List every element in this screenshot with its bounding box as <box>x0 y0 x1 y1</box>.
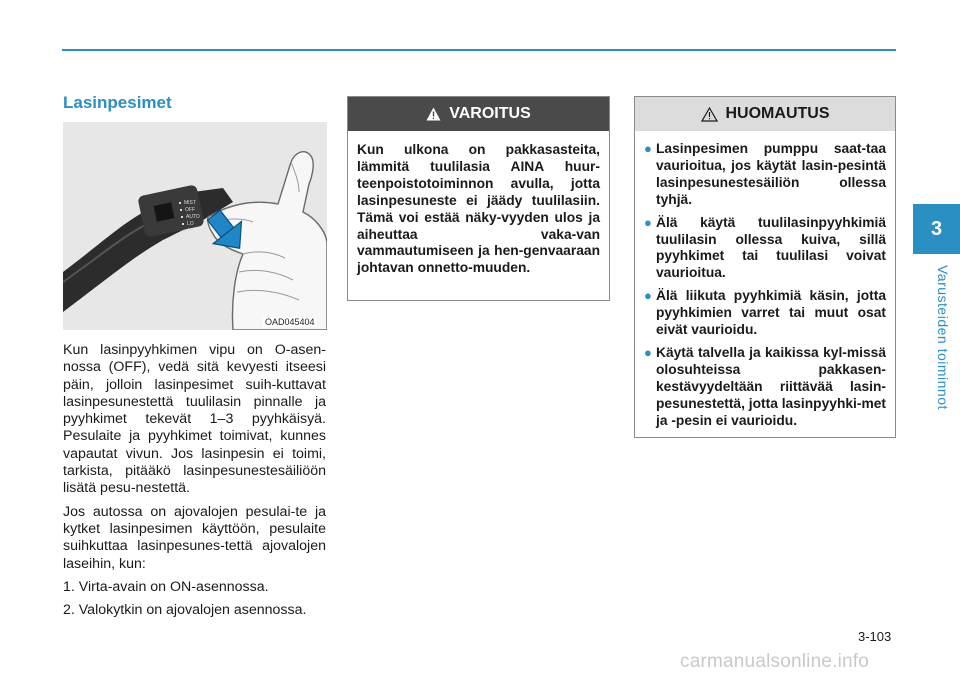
body-step-2: 2. Valokytkin on ajovalojen asennossa. <box>63 602 307 619</box>
bullet-icon: ● <box>644 141 652 156</box>
notice-item <box>644 141 886 209</box>
notice-item-text: Älä liikuta pyyhkimiä käsin, jotta pyyhkimien varret tai muut osat eivät vaurioidu. <box>656 288 886 338</box>
wiper-lever-illustration <box>63 122 327 330</box>
notice-item <box>644 345 886 430</box>
lever-label-lo: LO <box>187 221 194 227</box>
lever-label-hi: HI <box>188 228 193 234</box>
warning-box <box>347 96 610 301</box>
bullet-icon: ● <box>644 288 652 304</box>
notice-box <box>634 96 896 438</box>
notice-title: HUOMAUTUS <box>725 105 830 122</box>
header-rule <box>62 49 896 51</box>
notice-list <box>635 131 895 430</box>
warning-header <box>348 97 609 131</box>
lever-label-off: OFF <box>185 207 195 213</box>
page-number: 3-103 <box>858 629 892 644</box>
bullet-icon: ● <box>644 214 652 230</box>
watermark: carmanualsonline.info <box>680 651 870 672</box>
notice-item-text: Käytä talvella ja kaikissa kyl-missä olosuhteissa pakkasen-kestävyydeltään riittävää lasin-pesunestettä, jotta lasinpyyhki-met ja -pesin ei vaurioidu. <box>656 344 887 428</box>
chapter-title: Varusteiden toiminnot <box>935 265 951 410</box>
lever-label-auto: AUTO <box>186 214 200 220</box>
chapter-number-tab: 3 <box>913 204 960 254</box>
body-paragraph: Kun lasinpyyhkimen vipu on O-asen-nossa (OFF), vedä sitä kevyesti itseesi päin, jolloin lasinpesimet suih-kuttavat lasinpesunestettä tuulilasin pinnalle ja pyyhkimet tekevät 1–3 pyyhkäisyä. Pesulaite ja pyyhkimet toimivat, kunnes vapautat vivun. Jos lasinpesin ei toimi, tarkista, pitääkö lasinpesunestesäiliöön lisätä pesu-nestettä. <box>63 342 326 497</box>
warning-text: Kun ulkona on pakkasasteita, lämmitä tuulilasia AINA huur-teenpoistotoiminnon avulla, jotta lasinpesuneste ei jäädy tuulilasiin. Tämä voi estää näky-vyyden ulos ja aiheuttaa vaka-van vammautumiseen ja hen-genvaaraan johtavan onnetto-muuden. <box>357 142 600 276</box>
body-paragraph: Jos autossa on ajovalojen pesulai-te ja kytket lasinpesimen käyttöön, pesulaite suihkuttaa lasinpesunes-tettä ajovalojen laseihin, kun: <box>63 503 326 572</box>
lever-label-mist: MIST <box>184 200 196 206</box>
section-title: Lasinpesimet <box>63 93 172 112</box>
notice-item <box>644 215 886 283</box>
caution-triangle-icon <box>701 107 718 122</box>
figure-code: OAD045404 <box>265 317 315 327</box>
body-text <box>63 342 326 625</box>
warning-title: VAROITUS <box>449 105 531 122</box>
notice-item <box>644 288 886 339</box>
notice-item-text: Lasinpesimen pumppu saat-taa vaurioitua, jos käytät lasin-pesintä lasinpesunestesäiliön ollessa tyhjä. <box>656 141 886 207</box>
notice-item-text: Älä käytä tuulilasinpyyhkimiä tuulilasin ollessa kuiva, sillä pyyhkimet tai tuulilasi voivat vaurioitua. <box>656 214 886 281</box>
notice-header <box>635 97 895 131</box>
body-step-1: 1. Virta-avain on ON-asennossa. <box>63 578 269 595</box>
warning-triangle-icon <box>426 107 441 121</box>
bullet-icon: ● <box>644 344 652 360</box>
